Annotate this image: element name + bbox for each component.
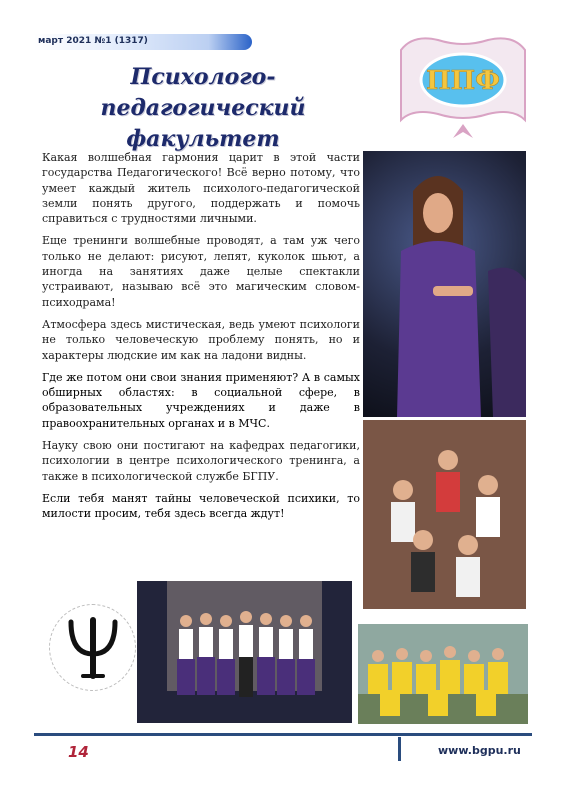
paragraph: Если тебя манят тайны человеческой психики, то милости просим, тебя здесь всегда ждут! — [42, 491, 360, 521]
logo-text: ППФ — [426, 66, 500, 96]
page-number: 14 — [68, 743, 89, 761]
photo-group-stage — [137, 581, 352, 723]
footer-tick — [398, 737, 401, 761]
photo-group-ruins — [363, 420, 526, 609]
photo-stage-performer — [363, 151, 526, 417]
paragraph: Какая волшебная гармония царит в этой части государства Педагогического! Всё верно потому, что умеет каждый житель психолого-педагогической земли понять другого, поддержать и помочь справиться с трудностями личными. — [42, 151, 360, 226]
psi-symbol-icon — [63, 616, 123, 680]
paragraph: Науку свою они постигают на кафедрах педагогики, психологии в центре психологического тренинга, а также в психологической службе БГПУ. — [42, 439, 360, 483]
footer-divider — [34, 733, 532, 736]
website-link[interactable]: www.bgpu.ru — [438, 744, 521, 757]
paragraph: Атмосфера здесь мистическая, ведь умеют психологи не только человеческую проблему понять, но и характеры людские им как на ладони видны. — [42, 317, 360, 362]
paragraph: Еще тренинги волшебные проводят, а там уж чего только не делают: рисуют, лепят, куколок шьют, а иногда на занятиях даже целые спектакли устраивают, называю всё это магическим словом-психодрама! — [42, 234, 360, 309]
paragraph: Где же потом они свои знания применяют? А в самых обширных областях: в социальной сфере, в образовательных учреждениях и даже в правоохранительных органах и в МЧС. — [42, 370, 360, 430]
page-title: Психолого-педагогический факультет — [100, 64, 306, 152]
article-body — [42, 150, 360, 529]
faculty-logo — [393, 28, 533, 140]
photo-group-outdoor — [358, 624, 528, 724]
psi-emblem — [49, 604, 136, 691]
issue-label: март 2021 №1 (1317) — [38, 36, 148, 46]
